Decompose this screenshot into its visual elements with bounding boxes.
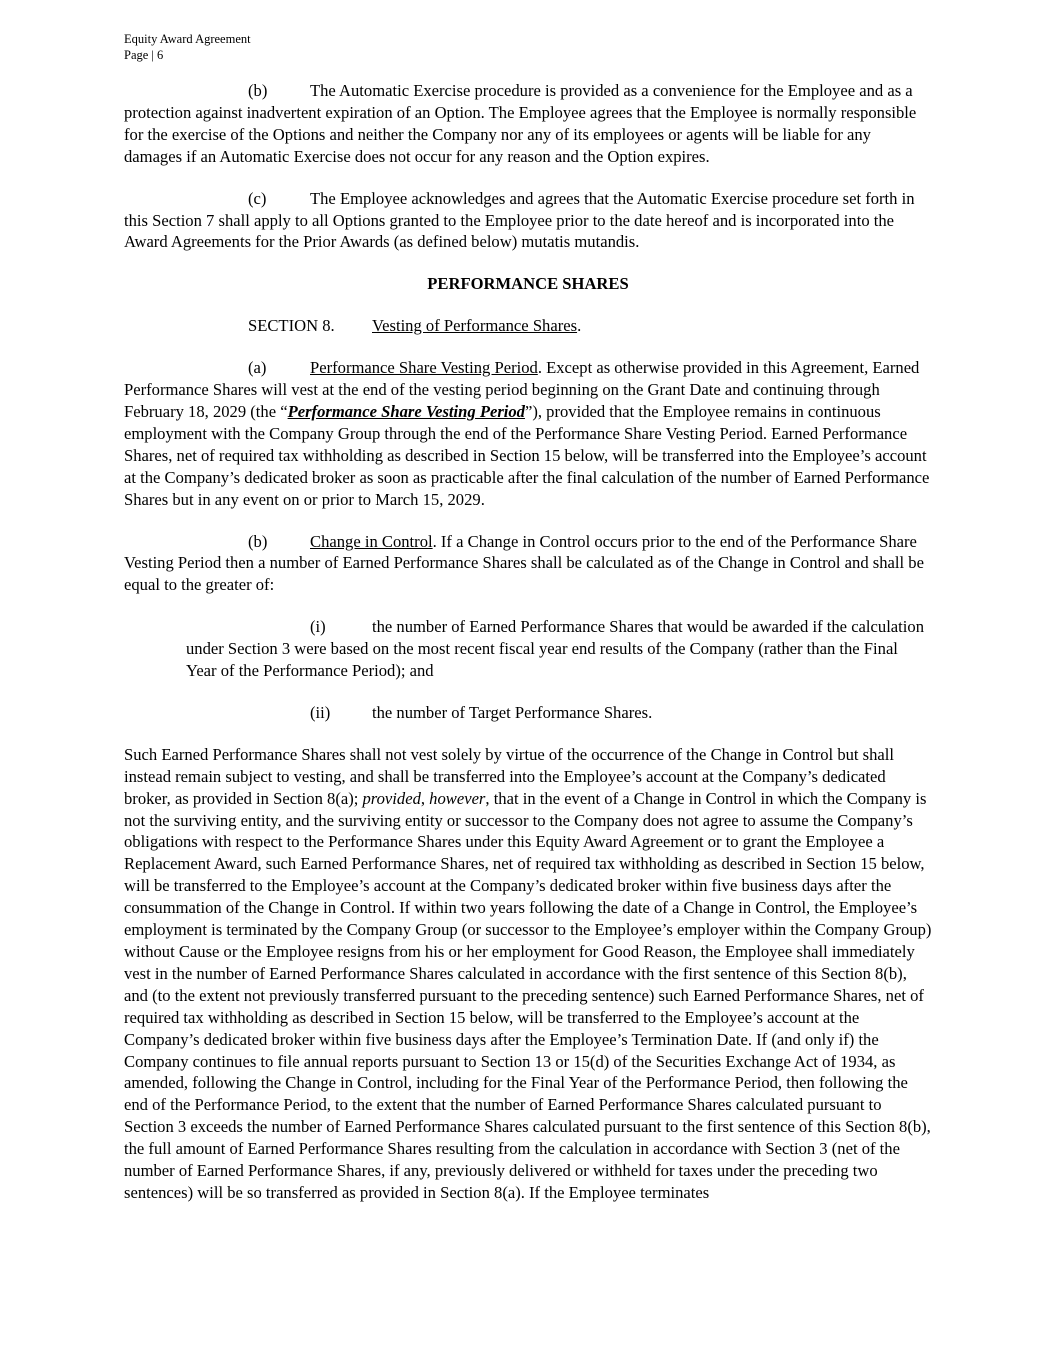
paragraph-text-continued: , that in the event of a Change in Control in which the Company is not the surviving entity, and the surviving entity or successor to the Company does not agree to assume the Company’s obligations with respect to the Performance Shares under this Equity Award Agreement or to grant the Employee a Replacement Award, such Earned Performance Shares, net of required tax withholding as described in Section 15 below, will be transferred to the Employee’s account at the Company’s dedicated broker within five business days after the consummation of the Change in Control. If within two years following the date of a Change in Control, the Employee’s employment is terminated by the Company Group (or successor to the Employee’s employer within the Company Group) without Cause or the Employee resigns from his or her employment for Good Reason, the Employee shall immediately vest in the number of Earned Performance Shares calculated in accordance with the first sentence of this Section 8(b), and (to the extent not previously transferred pursuant to the preceding sentence) such Earned Performance Shares, net of required tax withholding as described in Section 15 below, will be transferred to the Employee’s account at the Company’s dedicated broker within five business days after the Employee’s Termination Date. If (and only if) the Company continues to file annual reports pursuant to Section 13 or 15(d) of the Securities Exchange Act of 1934, as amended, following the Change in Control, including for the Final Year of the Performance Period, then following the end of the Performance Period, to the extent that the number of Earned Performance Shares calculated pursuant to Section 3 exceeds the number of Earned Performance Shares calculated pursuant to the first sentence of this Section 8(b), the full amount of Earned Performance Shares resulting from the calculation in accordance with Section 3 (net of the number of Earned Performance Shares, if any, previously delivered or withheld for taxes under the preceding two sentences) will be so transferred as provided in Section 8(a). If the Employee terminates — [124, 788, 932, 1202]
paragraph-text: The Employee acknowledges and agrees that the Automatic Exercise procedure set forth in this Section 7 shall apply to all Options granted to the Employee prior to the date hereof and is incorporated into the Award Agreements for the Prior Awards (as defined below) mutatis mutandis. — [124, 188, 915, 252]
list-item-label: (i) — [310, 617, 326, 637]
list-item-label: (ii) — [310, 702, 331, 722]
paragraph-title: Change in Control — [310, 531, 433, 551]
paragraph-text: . Except as otherwise provided in this Agreement, Earned Performance Shares will vest at the end of the vesting period beginning on the Grant Date and continuing through February 18, 2029 (the “ — [124, 358, 920, 421]
list-item-text: the number of Earned Performance Shares that would be awarded if the calculation under Section 3 were based on the most recent fiscal year end results of the Company (rather than the Final Year of the Performance Period); and — [186, 617, 924, 681]
paragraph-8a — [124, 357, 932, 510]
list-item-ii — [124, 702, 932, 724]
header-title: Equity Award Agreement — [124, 32, 251, 46]
paragraph-title: Performance Share Vesting Period — [310, 358, 538, 378]
paragraph-label: (a) — [248, 358, 267, 378]
paragraph-text: . If a Change in Control occurs prior to the end of the Performance Share Vesting Period then a number of Earned Performance Shares shall be calculated as of the Change in Control and shall be equal to the greater of: — [124, 531, 924, 595]
list-item-text: the number of Target Performance Shares. — [372, 702, 653, 722]
comma: , — [420, 788, 430, 808]
paragraph-label: (b) — [248, 81, 268, 100]
paragraph-text-continued: ”), provided that the Employee remains in continuous employment with the Company Group through the end of the Performance Share Vesting Period. Earned Performance Shares, net of required tax withholding as described in Section 15 below, will be transferred into the Employee’s account at the Company’s dedicated broker as soon as practicable after the final calculation of the number of Earned Performance Shares but in any event on or prior to March 15, 2029. — [124, 401, 930, 509]
section-heading: PERFORMANCE SHARES — [427, 274, 629, 294]
paragraph-label: (c) — [248, 188, 267, 208]
section-8-title — [124, 315, 932, 337]
section-title: Vesting of Performance Shares — [372, 316, 578, 336]
closing-paragraph — [124, 744, 932, 1204]
paragraph-label: (b) — [248, 531, 268, 551]
however-term: however — [429, 788, 486, 808]
paragraph-8b — [124, 531, 932, 597]
header-page-number: Page | 6 — [124, 48, 164, 62]
list-item-i — [124, 616, 932, 682]
paragraph-7b — [124, 80, 932, 168]
document-body — [124, 80, 932, 1204]
paragraph-text: Such Earned Performance Shares shall not vest solely by virtue of the occurrence of the Change in Control but shall instead remain subject to vesting, and shall be transferred into the Employee’s account at the Company’s dedicated broker, as provided in Section 8(a); — [124, 744, 895, 808]
section-title-period: . — [577, 316, 582, 336]
paragraph-text: The Automatic Exercise procedure is provided as a convenience for the Employee and as a protection against inadvertent expiration of an Option. The Employee agrees that the Employee is normally responsible for the exercise of the Options and neither the Company nor any of its employees or agents will be liable for any damages if an Automatic Exercise does not occur for any reason and the Option expires. — [124, 81, 917, 166]
section-label: SECTION 8. — [248, 316, 335, 336]
paragraph-7c — [124, 188, 932, 254]
defined-term: Performance Share Vesting Period — [287, 401, 525, 421]
page-header — [124, 31, 251, 63]
provided-term: provided — [362, 788, 421, 808]
